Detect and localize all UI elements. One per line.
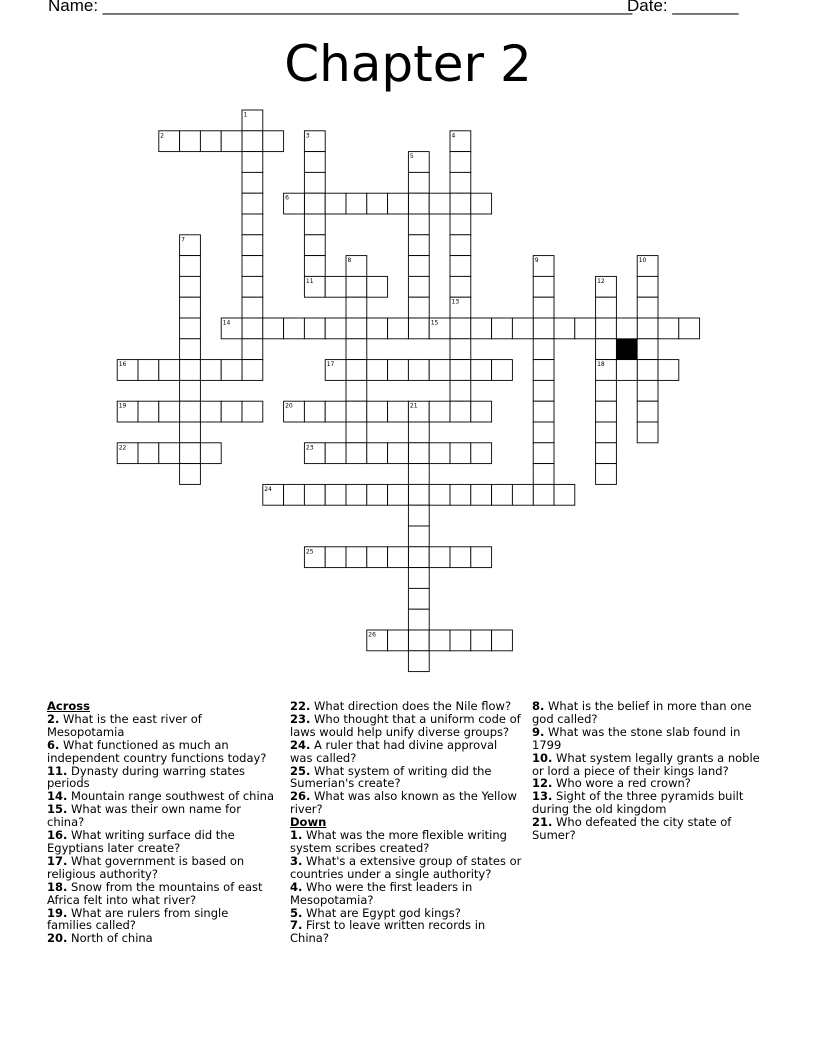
- grid-cell[interactable]: [325, 484, 346, 505]
- clue-number: 14.: [47, 789, 68, 804]
- clue-number: 15.: [47, 802, 68, 817]
- clue-number: 1.: [290, 828, 303, 843]
- cell-number: 11: [305, 277, 314, 285]
- grid-cell[interactable]: [180, 380, 201, 401]
- clue-number: 5.: [290, 905, 303, 920]
- clue-item: [290, 881, 522, 907]
- grid-cell[interactable]: [637, 360, 658, 381]
- grid-cell[interactable]: [408, 443, 429, 464]
- grid-cell[interactable]: [159, 401, 180, 422]
- grid-cell[interactable]: [138, 443, 159, 464]
- grid-cell[interactable]: [221, 360, 242, 381]
- grid-cell[interactable]: [304, 172, 325, 193]
- clue-number: 9.: [532, 724, 545, 739]
- grid-cell[interactable]: [408, 568, 429, 589]
- grid-cell[interactable]: [658, 318, 679, 339]
- grid-cell[interactable]: [596, 401, 617, 422]
- grid-cell[interactable]: [471, 630, 492, 651]
- grid-cell[interactable]: [596, 339, 617, 360]
- grid-cell[interactable]: [408, 193, 429, 214]
- grid-cell[interactable]: [180, 297, 201, 318]
- grid-cell[interactable]: [304, 235, 325, 256]
- grid-cell[interactable]: [450, 443, 471, 464]
- clue-text: What direction does the Nile flow?: [310, 699, 512, 713]
- grid-cell[interactable]: [596, 318, 617, 339]
- grid-cell[interactable]: [533, 339, 554, 360]
- grid-cell[interactable]: [408, 651, 429, 672]
- grid-cell[interactable]: [471, 401, 492, 422]
- grid-cell[interactable]: [180, 339, 201, 360]
- grid-cell[interactable]: [242, 360, 263, 381]
- clue-text: Dynasty during warring states periods: [47, 763, 246, 791]
- grid-cell[interactable]: [367, 276, 388, 297]
- grid-cell[interactable]: [596, 380, 617, 401]
- name-field-label[interactable]: Name: ________________________________________________________: [48, 0, 633, 15]
- cell-number: 6: [285, 194, 289, 202]
- grid-cell[interactable]: [242, 276, 263, 297]
- clue-number: 19.: [47, 905, 68, 920]
- grid-cell[interactable]: [388, 443, 409, 464]
- grid-cell[interactable]: [429, 484, 450, 505]
- grid-cell[interactable]: [471, 484, 492, 505]
- cell-number: 20: [285, 402, 293, 410]
- clue-number: 25.: [290, 763, 311, 778]
- grid-cell[interactable]: [408, 214, 429, 235]
- grid-cell[interactable]: [429, 630, 450, 651]
- grid-cell[interactable]: [138, 401, 159, 422]
- cell-number: 19: [118, 402, 127, 410]
- grid-cell[interactable]: [450, 547, 471, 568]
- grid-cell[interactable]: [200, 360, 221, 381]
- grid-cell[interactable]: [304, 193, 325, 214]
- clue-number: 7.: [290, 918, 303, 933]
- grid-cell[interactable]: [180, 318, 201, 339]
- cell-number: 23: [305, 444, 314, 452]
- cell-number: 18: [597, 361, 605, 369]
- clue-item: [47, 881, 275, 907]
- grid-cell[interactable]: [304, 318, 325, 339]
- grid-cell[interactable]: [450, 630, 471, 651]
- clue-text: What are rulers from single families called?: [47, 905, 229, 933]
- grid-cell[interactable]: [346, 297, 367, 318]
- clue-item: [532, 790, 762, 816]
- cell-number: 25: [305, 548, 314, 556]
- cell-number: 4: [451, 132, 456, 140]
- grid-cell[interactable]: [450, 193, 471, 214]
- grid-cell[interactable]: [408, 422, 429, 443]
- grid-cell[interactable]: [429, 547, 450, 568]
- clue-item: [47, 855, 275, 881]
- clue-number: 12.: [532, 776, 553, 791]
- grid-cell[interactable]: [408, 172, 429, 193]
- down-heading: Down: [290, 815, 327, 830]
- clue-item: [47, 829, 275, 855]
- grid-cell[interactable]: [408, 235, 429, 256]
- grid-cell[interactable]: [637, 380, 658, 401]
- grid-cell[interactable]: [533, 422, 554, 443]
- grid-cell[interactable]: [679, 318, 700, 339]
- grid-cell[interactable]: [533, 443, 554, 464]
- grid-cell[interactable]: [346, 339, 367, 360]
- clue-item: [290, 713, 522, 739]
- grid-cell[interactable]: [408, 360, 429, 381]
- grid-cell[interactable]: [367, 484, 388, 505]
- grid-cell[interactable]: [242, 339, 263, 360]
- clue-text: Who were the first leaders in Mesopotamia?: [290, 879, 473, 907]
- grid-cell[interactable]: [284, 318, 305, 339]
- grid-cell[interactable]: [596, 422, 617, 443]
- grid-cell[interactable]: [408, 609, 429, 630]
- grid-cell[interactable]: [492, 360, 513, 381]
- grid-cell[interactable]: [471, 547, 492, 568]
- grid-cell[interactable]: [325, 443, 346, 464]
- grid-cell[interactable]: [138, 360, 159, 381]
- grid-cell[interactable]: [180, 131, 201, 152]
- clue-item: [47, 765, 275, 791]
- grid-cell[interactable]: [533, 464, 554, 485]
- clue-number: 26.: [290, 789, 311, 804]
- grid-cell[interactable]: [471, 193, 492, 214]
- grid-cell[interactable]: [304, 256, 325, 277]
- clue-number: 22.: [290, 699, 311, 713]
- grid-cell[interactable]: [284, 484, 305, 505]
- grid-cell[interactable]: [450, 276, 471, 297]
- clue-item: [290, 790, 522, 816]
- clue-text: Who wore a red crown?: [552, 776, 691, 791]
- grid-cell[interactable]: [346, 318, 367, 339]
- grid-cell[interactable]: [325, 276, 346, 297]
- clues-column-2: [290, 700, 522, 945]
- grid-cell[interactable]: [388, 193, 409, 214]
- grid-cell[interactable]: [596, 297, 617, 318]
- grid-cell[interactable]: [408, 318, 429, 339]
- grid-cell[interactable]: [346, 360, 367, 381]
- grid-cell[interactable]: [367, 318, 388, 339]
- grid-cell[interactable]: [263, 131, 284, 152]
- grid-cell[interactable]: [637, 401, 658, 422]
- cell-number: 7: [181, 236, 185, 244]
- grid-cell[interactable]: [180, 422, 201, 443]
- grid-cell[interactable]: [346, 422, 367, 443]
- grid-cell[interactable]: [450, 360, 471, 381]
- cell-number: 12: [597, 277, 605, 285]
- cell-number: 10: [638, 257, 647, 265]
- grid-cell[interactable]: [221, 131, 242, 152]
- grid-cell[interactable]: [658, 360, 679, 381]
- clue-text: First to leave written records in China?: [290, 918, 486, 946]
- grid-cell[interactable]: [616, 360, 637, 381]
- clue-item: [290, 919, 522, 945]
- clue-number: 10.: [532, 750, 553, 765]
- grid-cell[interactable]: [408, 630, 429, 651]
- grid-cell[interactable]: [388, 547, 409, 568]
- clue-number: 24.: [290, 737, 311, 752]
- clue-text: A ruler that had divine approval was called?: [290, 737, 498, 765]
- grid-cell[interactable]: [450, 214, 471, 235]
- clue-number: 21.: [532, 815, 553, 830]
- grid-cell[interactable]: [492, 318, 513, 339]
- clue-text: Who defeated the city state of Sumer?: [532, 815, 732, 843]
- cell-number: 15: [430, 319, 439, 327]
- grid-cell[interactable]: [388, 401, 409, 422]
- clue-text: What was their own name for china?: [47, 802, 241, 830]
- grid-cell[interactable]: [180, 464, 201, 485]
- grid-cell[interactable]: [492, 630, 513, 651]
- grid-cell[interactable]: [304, 484, 325, 505]
- grid-cell[interactable]: [242, 152, 263, 173]
- grid-cell[interactable]: [533, 401, 554, 422]
- date-field-label[interactable]: Date: _______: [627, 0, 739, 15]
- cell-number: 16: [118, 361, 127, 369]
- grid-cell[interactable]: [512, 318, 533, 339]
- grid-cell[interactable]: [429, 443, 450, 464]
- clue-text: Mountain range southwest of china: [67, 789, 274, 804]
- grid-cell[interactable]: [408, 526, 429, 547]
- grid-cell[interactable]: [408, 547, 429, 568]
- clue-item: [47, 932, 275, 945]
- clue-item: [47, 907, 275, 933]
- grid-cell[interactable]: [408, 464, 429, 485]
- clue-number: 8.: [532, 699, 545, 713]
- clue-text: What was also known as the Yellow river?: [290, 789, 517, 817]
- grid-cell[interactable]: [180, 443, 201, 464]
- across-heading: Across: [47, 699, 90, 713]
- grid-cell[interactable]: [408, 505, 429, 526]
- grid-cell[interactable]: [388, 484, 409, 505]
- clue-item: [532, 816, 762, 842]
- grid-cell[interactable]: [180, 256, 201, 277]
- clue-text: What government is based on religious authority?: [47, 853, 245, 881]
- grid-cell[interactable]: [242, 193, 263, 214]
- clue-item: [532, 752, 762, 778]
- grid-cell[interactable]: [637, 318, 658, 339]
- clue-item: [47, 713, 275, 739]
- clue-item: [290, 829, 522, 855]
- clue-text: What was the stone slab found in 1799: [532, 724, 741, 752]
- clues-column-3: [532, 700, 762, 842]
- clue-text: Snow from the mountains of east Africa felt into what river?: [47, 879, 263, 907]
- grid-cell[interactable]: [492, 484, 513, 505]
- page-title: Chapter 2: [284, 35, 532, 93]
- grid-cell[interactable]: [304, 401, 325, 422]
- cell-number: 24: [264, 485, 272, 493]
- grid-cell[interactable]: [346, 547, 367, 568]
- cell-number: 8: [347, 257, 352, 265]
- clue-item: [47, 803, 275, 829]
- clue-text: Sight of the three pyramids built during the old kingdom: [532, 789, 744, 817]
- grid-cell[interactable]: [450, 235, 471, 256]
- grid-cell[interactable]: [533, 276, 554, 297]
- grid-cell[interactable]: [180, 360, 201, 381]
- grid-cell[interactable]: [533, 484, 554, 505]
- cell-number: 13: [451, 298, 460, 306]
- grid-cell[interactable]: [304, 152, 325, 173]
- grid-cell[interactable]: [450, 152, 471, 173]
- clue-text: What writing surface did the Egyptians later create?: [47, 828, 235, 855]
- clue-number: 18.: [47, 879, 68, 894]
- cell-number: 9: [534, 257, 539, 265]
- grid-cell[interactable]: [367, 443, 388, 464]
- grid-cell[interactable]: [596, 464, 617, 485]
- grid-cell[interactable]: [471, 443, 492, 464]
- grid-cell[interactable]: [304, 214, 325, 235]
- grid-cell[interactable]: [242, 172, 263, 193]
- clue-number: 11.: [47, 763, 68, 778]
- grid-cell[interactable]: [346, 443, 367, 464]
- grid-cell[interactable]: [450, 401, 471, 422]
- cell-number: 17: [326, 361, 335, 369]
- grid-cell[interactable]: [242, 297, 263, 318]
- grid-cell[interactable]: [575, 318, 596, 339]
- clues-column-1: [47, 700, 275, 945]
- grid-cell[interactable]: [242, 131, 263, 152]
- grid-cell[interactable]: [450, 256, 471, 277]
- grid-cell[interactable]: [554, 484, 575, 505]
- grid-cell[interactable]: [637, 339, 658, 360]
- grid-cell[interactable]: [325, 318, 346, 339]
- grid-cell[interactable]: [554, 318, 575, 339]
- clue-text: What was the more flexible writing system scribes created?: [290, 828, 507, 855]
- clue-text: What's a extensive group of states or countries under a single authority?: [290, 853, 522, 881]
- grid-cell[interactable]: [429, 360, 450, 381]
- grid-cell[interactable]: [450, 318, 471, 339]
- grid-cell[interactable]: [346, 484, 367, 505]
- grid-cell[interactable]: [325, 193, 346, 214]
- grid-cell[interactable]: [388, 318, 409, 339]
- clue-item: [290, 765, 522, 791]
- grid-cell[interactable]: [325, 547, 346, 568]
- grid-cell[interactable]: [200, 401, 221, 422]
- grid-cell[interactable]: [637, 276, 658, 297]
- grid-cell[interactable]: [450, 339, 471, 360]
- blocked-cell: [616, 339, 637, 360]
- cell-number: 21: [409, 402, 418, 410]
- clue-item: [290, 739, 522, 765]
- clue-number: 3.: [290, 853, 303, 868]
- grid-cell[interactable]: [596, 443, 617, 464]
- grid-cell[interactable]: [408, 276, 429, 297]
- grid-cell[interactable]: [159, 360, 180, 381]
- grid-cell[interactable]: [367, 547, 388, 568]
- clue-text: What is the belief in more than one god called?: [532, 699, 752, 726]
- grid-cell[interactable]: [200, 131, 221, 152]
- grid-cell[interactable]: [616, 318, 637, 339]
- grid-cell[interactable]: [512, 484, 533, 505]
- grid-cell[interactable]: [533, 318, 554, 339]
- grid-cell[interactable]: [263, 318, 284, 339]
- grid-cell[interactable]: [450, 484, 471, 505]
- grid-cell[interactable]: [346, 193, 367, 214]
- grid-cell[interactable]: [429, 193, 450, 214]
- grid-cell[interactable]: [346, 276, 367, 297]
- grid-cell[interactable]: [242, 318, 263, 339]
- grid-cell[interactable]: [408, 297, 429, 318]
- cell-number: 5: [409, 153, 414, 161]
- clue-text: What system legally grants a noble or lord a piece of their kings land?: [532, 750, 760, 778]
- clue-text: What system of writing did the Sumerian's create?: [290, 763, 492, 791]
- grid-cell[interactable]: [180, 276, 201, 297]
- grid-cell[interactable]: [346, 401, 367, 422]
- clue-number: 20.: [47, 931, 68, 946]
- grid-cell[interactable]: [408, 484, 429, 505]
- cell-number: 26: [368, 631, 376, 639]
- grid-cell[interactable]: [533, 380, 554, 401]
- grid-cell[interactable]: [471, 360, 492, 381]
- cell-number: 3: [305, 132, 310, 140]
- grid-cell[interactable]: [637, 422, 658, 443]
- grid-cell[interactable]: [367, 193, 388, 214]
- grid-cell[interactable]: [450, 380, 471, 401]
- grid-cell[interactable]: [242, 214, 263, 235]
- grid-cell[interactable]: [388, 630, 409, 651]
- grid-cell[interactable]: [221, 401, 242, 422]
- grid-cell[interactable]: [180, 401, 201, 422]
- clue-item: [532, 726, 762, 752]
- grid-cell[interactable]: [408, 588, 429, 609]
- clue-item: [290, 855, 522, 881]
- clue-text: What is the east river of Mesopotamia: [47, 711, 202, 739]
- cell-number: 1: [243, 111, 248, 119]
- grid-cell[interactable]: [242, 235, 263, 256]
- grid-cell[interactable]: [242, 256, 263, 277]
- clue-number: 23.: [290, 711, 311, 726]
- clue-text: What functioned as much an independent country functions today?: [47, 737, 267, 765]
- clue-text: North of china: [67, 931, 153, 946]
- grid-cell[interactable]: [325, 401, 346, 422]
- grid-cell[interactable]: [637, 297, 658, 318]
- grid-cell[interactable]: [408, 256, 429, 277]
- clue-number: 17.: [47, 853, 68, 868]
- clue-item: [47, 739, 275, 765]
- grid-cell[interactable]: [429, 401, 450, 422]
- grid-cell[interactable]: [242, 401, 263, 422]
- clue-number: 4.: [290, 879, 303, 894]
- grid-cell[interactable]: [367, 360, 388, 381]
- clue-number: 13.: [532, 789, 553, 804]
- cell-number: 2: [160, 132, 165, 140]
- clue-number: 16.: [47, 828, 68, 843]
- grid-cell[interactable]: [388, 360, 409, 381]
- clue-number: 2.: [47, 711, 60, 726]
- grid-cell[interactable]: [367, 401, 388, 422]
- grid-cell[interactable]: [159, 443, 180, 464]
- clue-item: [532, 700, 762, 726]
- clue-number: 6.: [47, 737, 60, 752]
- cell-number: 22: [118, 444, 127, 452]
- grid-cell[interactable]: [450, 172, 471, 193]
- grid-cell[interactable]: [346, 380, 367, 401]
- grid-cell[interactable]: [200, 443, 221, 464]
- clue-text: Who thought that a uniform code of laws would help unify diverse groups?: [290, 711, 521, 739]
- cell-number: 14: [222, 319, 231, 327]
- grid-cell[interactable]: [533, 297, 554, 318]
- grid-cell[interactable]: [533, 360, 554, 381]
- clue-text: What are Egypt god kings?: [302, 905, 461, 920]
- grid-cell[interactable]: [471, 318, 492, 339]
